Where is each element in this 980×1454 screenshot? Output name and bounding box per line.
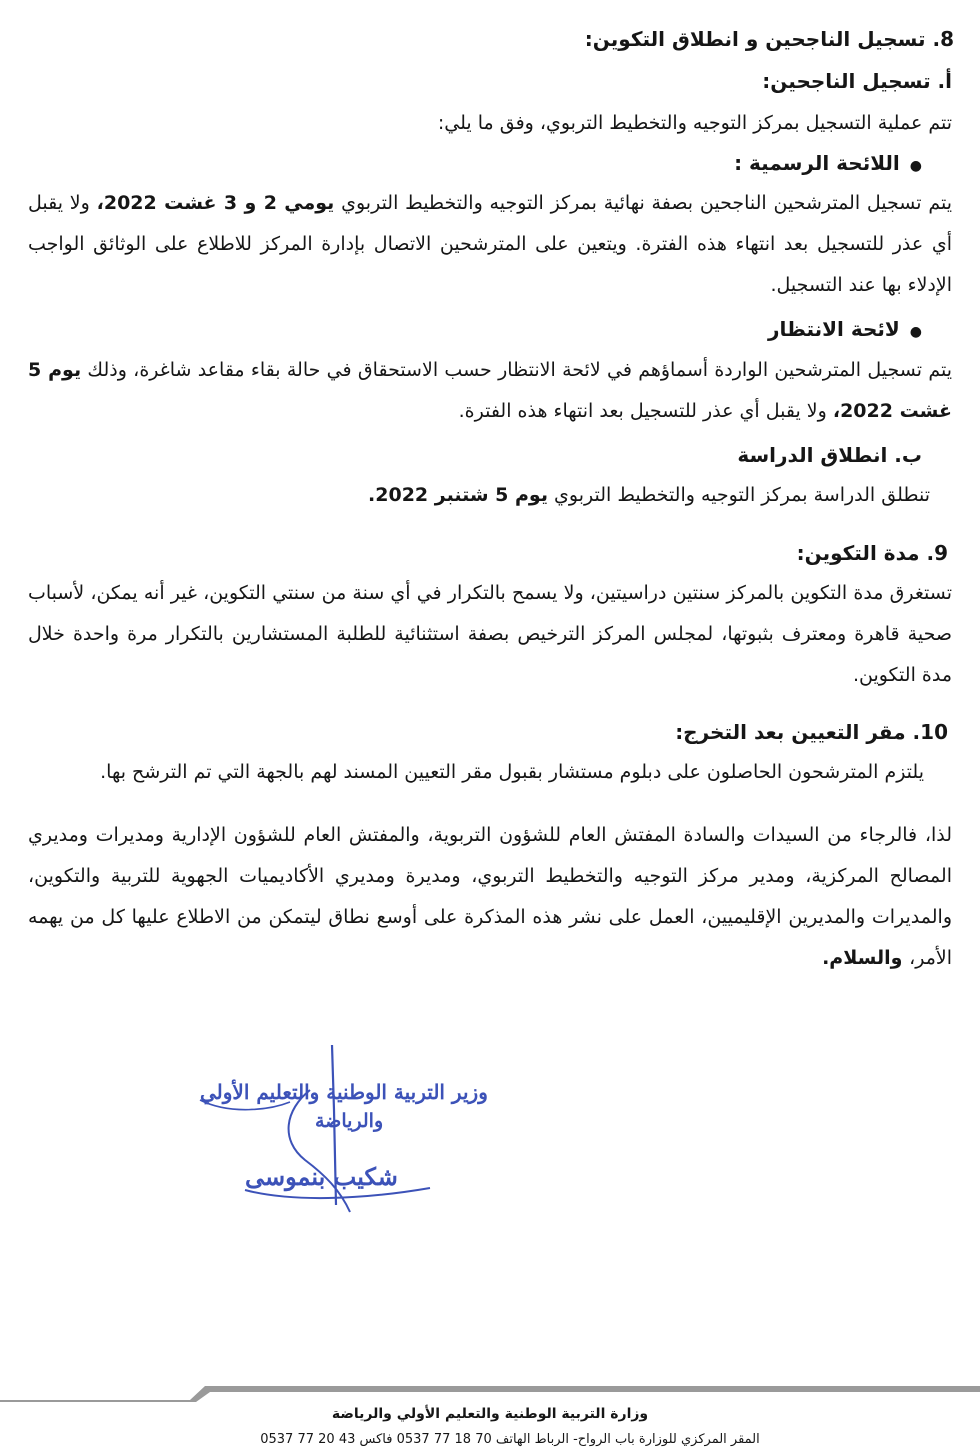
footer-band	[0, 1384, 980, 1402]
section-10-title: 10. مقر التعيين بعد التخرج:	[675, 720, 948, 744]
section-8a-title: أ. تسجيل الناجحين:	[762, 69, 952, 93]
signature-block	[190, 1040, 520, 1220]
official-dates: يومي 2 و 3 غشت 2022،	[96, 192, 335, 214]
study-start-text: تنطلق الدراسة بمركز التوجيه والتخطيط التربوي	[547, 484, 930, 506]
section-8-intro: تتم عملية التسجيل بمركز التوجيه والتخطيط التربوي، وفق ما يلي:	[437, 112, 952, 134]
closing-text: لذا، فالرجاء من السيدات والسادة المفتش العام للشؤون التربوية، والمفتش العام للشؤون الإدارية ومديرات ومديري المصالح المركزية، ومدير مركز التوجيه والتخطيط التربوي، ومديرة ومديري الأكاديميات الجهوية للتربية والتكوين، والمديرات والمديرين الإقليميين، العمل على نشر هذه المذكرة على أوسع نطاق ليتمكن من الاطلاع عليها كل من يهمه الأمر،	[28, 824, 952, 969]
footer-ministry: وزارة التربية الوطنية والتعليم الأولي والرياضة	[331, 1406, 649, 1422]
signature-line-2: والرياضة	[315, 1110, 384, 1132]
closing-paragraph	[28, 815, 952, 979]
bullet-icon: ●	[909, 158, 922, 174]
waiting-date: يوم 5 غشت 2022،	[28, 359, 952, 422]
waiting-list-title	[768, 314, 922, 347]
signature-line-1: وزير التربية الوطنية والتعليم الأولي	[200, 1080, 488, 1104]
official-text-b: ولا يقبل أي عذر للتسجيل بعد انتهاء هذه الفترة. ويتعين على المترشحين الاتصال بإدارة المركز للاطلاع على الوثائق الواجب الإدلاء بها عند التسجيل.	[28, 192, 952, 296]
study-start-date: يوم 5 شتنبر 2022.	[368, 484, 548, 506]
waiting-text-b: ولا يقبل أي عذر للتسجيل بعد انتهاء هذه الفترة.	[458, 400, 833, 422]
section-10-text: يلتزم المترشحون الحاصلون على دبلوم مستشار بقبول مقر التعيين المسند لهم بالجهة التي تم الترشح بها.	[100, 761, 924, 783]
section-8-title: 8. تسجيل الناجحين و انطلاق التكوين:	[584, 27, 954, 51]
section-8b-title: ب. انطلاق الدراسة	[737, 443, 922, 467]
waiting-list-label: لائحة الانتظار	[767, 317, 900, 341]
official-list-title	[734, 148, 922, 181]
official-list-text	[28, 183, 952, 306]
closing-salam: والسلام.	[822, 947, 910, 969]
official-text-a: يتم تسجيل المترشحين الناجحين بصفة نهائية بمركز التوجيه والتخطيط التربوي	[334, 192, 952, 214]
section-8b-text	[368, 481, 930, 509]
section-9-title: 9. مدة التكوين:	[796, 541, 948, 565]
official-list-label: اللائحة الرسمية :	[734, 151, 900, 175]
waiting-text-a: يتم تسجيل المترشحين الواردة أسماؤهم في لائحة الانتظار حسب الاستحقاق في حالة بقاء مقاعد شاغرة، وذلك	[81, 359, 952, 381]
footer-address: المقر المركزي للوزارة باب الرواح- الرباط الهاتف 70 18 77 0537 فاكس 43 20 77 0537	[260, 1432, 760, 1447]
bullet-icon: ●	[909, 324, 922, 340]
section-9-text: تستغرق مدة التكوين بالمركز سنتين دراسيتين، ولا يسمح بالتكرار في أي سنة من سنتي التكوين، غير أنه يمكن، لأسباب صحية قاهرة ومعترف بثبوتها، لمجلس المركز الترخيص بصفة استثنائية للطلبة المستشارين بالتكرار مرة واحدة خلال مدة التكوين.	[28, 582, 952, 686]
footer-band-shape	[0, 1384, 980, 1402]
waiting-list-text	[28, 350, 952, 432]
signature-name: شكيب بنموسى	[245, 1162, 398, 1191]
